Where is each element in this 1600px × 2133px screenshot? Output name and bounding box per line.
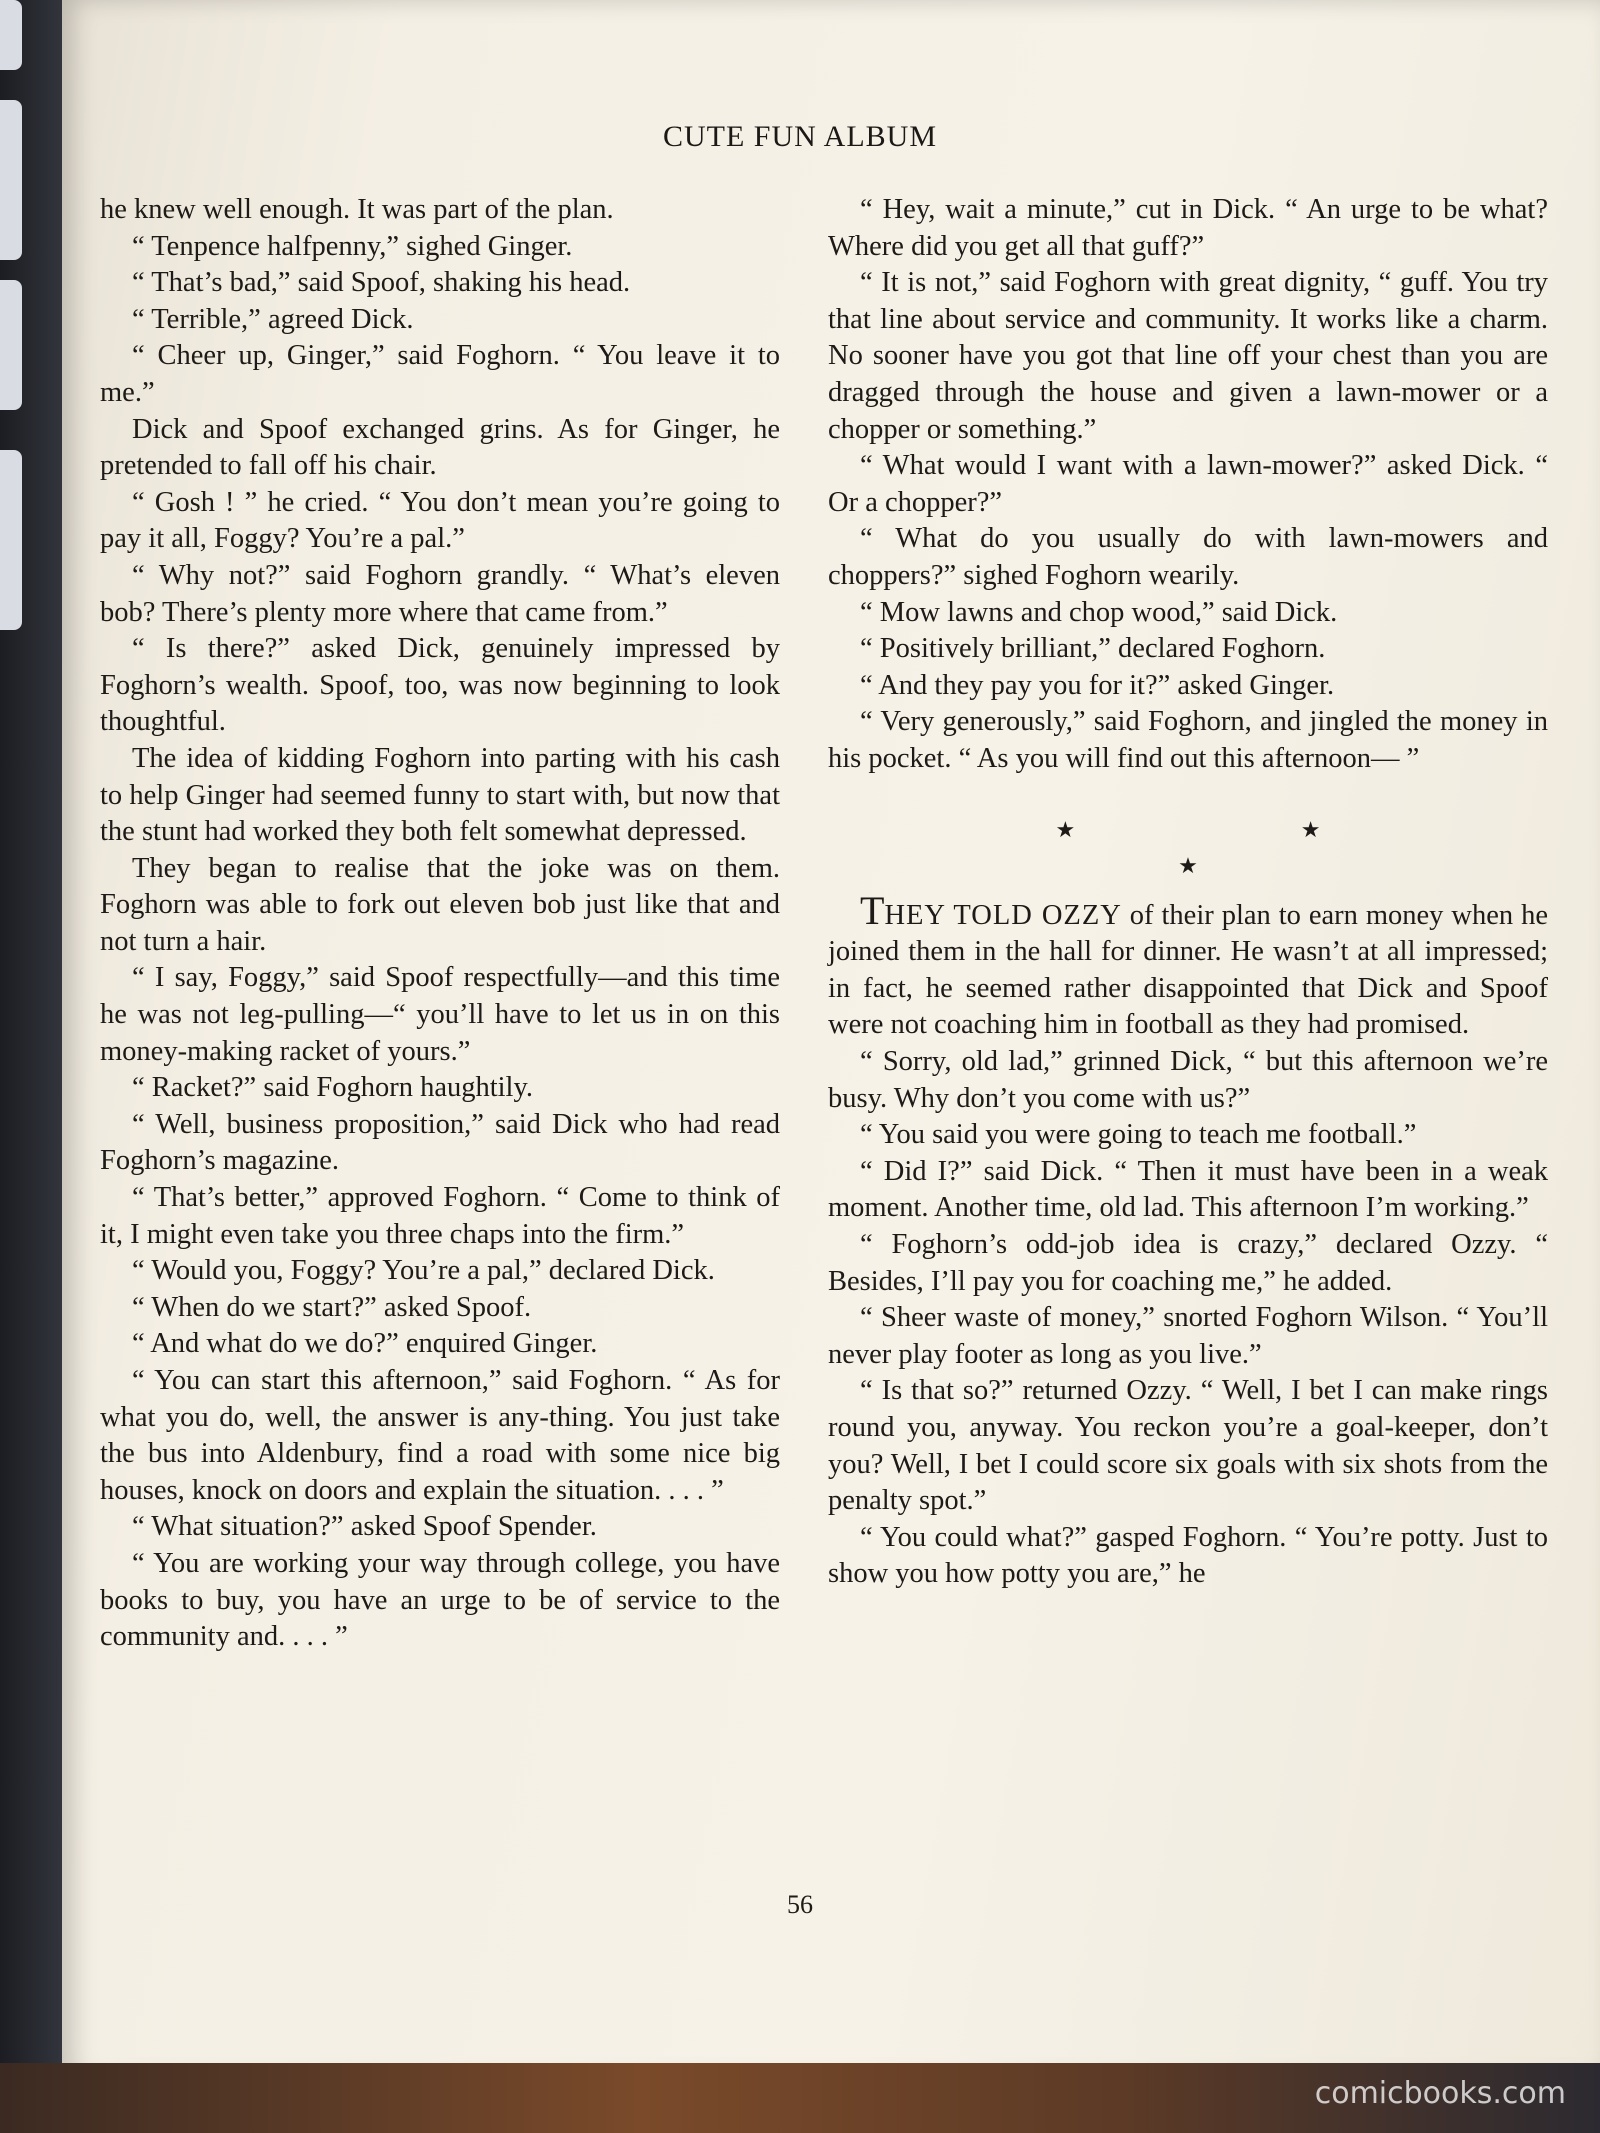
paragraph: “ Mow lawns and chop wood,” said Dick. — [860, 596, 1338, 628]
binder-tab — [0, 450, 22, 630]
paragraph: “ You are working your way through college, you have books to buy, you have an urge to be of service to the community and. . . . ” — [100, 1547, 780, 1653]
paragraph: “ That’s better,” approved Foghorn. “ Come to think of it, I might even take you three chaps into the firm.” — [100, 1182, 780, 1250]
section-break: ★ ★ ★ — [1055, 816, 1431, 879]
paragraph: The idea of kidding Foghorn into parting with his cash to help Ginger had seemed funny to start with, but now that the stunt had worked they both felt somewhat depressed. — [100, 742, 780, 848]
paragraph: “ Tenpence halfpenny,” sighed Ginger. — [132, 230, 573, 262]
dropcap-paragraph — [828, 887, 1548, 1044]
paragraph: “ Sheer waste of money,” snorted Foghorn Wilson. “ You’ll never play footer as long as you live.” — [828, 1302, 1548, 1370]
binder-tab — [0, 280, 22, 410]
watermark: comicbooks.com — [1314, 2076, 1566, 2111]
paragraph: “ You could what?” gasped Foghorn. “ You’re potty. Just to show you how potty you are,” he — [828, 1521, 1548, 1590]
paragraph: “ Well, business proposition,” said Dick who had read Foghorn’s magazine. — [100, 1108, 780, 1177]
right-column-top — [828, 192, 1548, 778]
paragraph: “ And what do we do?” enquired Ginger. — [132, 1328, 598, 1360]
paragraph: “ And they pay you for it?” asked Ginger. — [860, 669, 1335, 701]
paragraph: “ Very generously,” said Foghorn, and jingled the money in his pocket. “ As you will find out this afternoon— ” — [828, 706, 1548, 774]
paragraph: “ It is not,” said Foghorn with great dignity, “ guff. You try that line about service and community. It works like a charm. No sooner have you got that line off your chest than you are dragged through the house and given a lawn-mower or a chopper or something.” — [828, 267, 1548, 445]
paragraph: he knew well enough. It was part of the plan. — [100, 194, 614, 225]
paragraph: “ Racket?” said Foghorn haughtily. — [132, 1072, 534, 1104]
paragraph: “ Terrible,” agreed Dick. — [132, 303, 414, 335]
paragraph: “ Positively brilliant,” declared Foghorn. — [860, 633, 1326, 665]
paragraph: “ Is that so?” returned Ozzy. “ Well, I bet I can make rings round you, anyway. You reckon you’re a goal-keeper, don’t you? Well, I bet I could score six goals with six shots from the penalty spot.” — [828, 1375, 1548, 1517]
paragraph: “ Did I?” said Dick. “ Then it must have been in a weak moment. Another time, old lad. This afternoon I’m working.” — [828, 1155, 1548, 1224]
paragraph: “ Sorry, old lad,” grinned Dick, “ but this afternoon we’re busy. Why don’t you come with us?” — [828, 1046, 1548, 1114]
paragraph: “ That’s bad,” said Spoof, shaking his head. — [132, 267, 631, 299]
paragraph: “ What situation?” asked Spoof Spender. — [132, 1511, 597, 1543]
paragraph: “ Foghorn’s odd-job idea is crazy,” declared Ozzy. “ Besides, I’ll pay you for coaching me,” he added. — [828, 1229, 1548, 1297]
paragraph: “ When do we start?” asked Spoof. — [132, 1291, 532, 1323]
paragraph: Dick and Spoof exchanged grins. As for Ginger, he pretended to fall off his chair. — [100, 413, 780, 482]
paragraph: They began to realise that the joke was on them. Foghorn was able to fork out eleven bob just like that and not turn a hair. — [100, 852, 780, 957]
paragraph: “ Why not?” said Foghorn grandly. “ What’s eleven bob? There’s plenty more where that came from.” — [100, 559, 780, 628]
binder-tab — [0, 0, 22, 70]
paragraph: “ Is there?” asked Dick, genuinely impressed by Foghorn’s wealth. Spoof, too, was now beginning to look thoughtful. — [100, 633, 780, 738]
paragraph: “ Gosh ! ” he cried. “ You don’t mean you’re going to pay it all, Foggy? You’re a pal.” — [100, 486, 780, 555]
paragraph: “ What would I want with a lawn-mower?” asked Dick. “ Or a chopper?” — [828, 450, 1548, 518]
running-header: CUTE FUN ALBUM — [662, 120, 938, 153]
small-caps-lead: HEY TOLD OZZY — [884, 899, 1122, 931]
paragraph: “ I say, Foggy,” said Spoof respectfully—and this time he was not leg-pulling—“ you’ll have to let us in on this money-making racket of yours.” — [100, 962, 780, 1067]
paragraph: “ You said you were going to teach me football.” — [860, 1119, 1417, 1151]
paragraph: “ Hey, wait a minute,” cut in Dick. “ An urge to be what? Where did you get all that guff?” — [828, 194, 1548, 262]
left-column — [100, 192, 780, 1656]
dropcap-letter: T — [860, 887, 885, 933]
right-column-bottom — [828, 1044, 1548, 1593]
paragraph: “ Would you, Foggy? You’re a pal,” declared Dick. — [132, 1255, 715, 1287]
paragraph-text: of their plan to earn money when he joined them in the hall for dinner. He wasn’t at all impressed; in fact, he seemed rather disappointed that Dick and Spoof were not coaching him in football as they had promised. — [828, 899, 1548, 1041]
paragraph: “ What do you usually do with lawn-mowers and choppers?” sighed Foghorn wearily. — [828, 523, 1548, 591]
paragraph: “ You can start this afternoon,” said Foghorn. “ As for what you do, well, the answer is any-thing. You just take the bus into Aldenbury, find a road with some nice big houses, knock on doors and explain the situation. . . . ” — [100, 1365, 780, 1506]
paragraph: “ Cheer up, Ginger,” said Foghorn. “ You leave it to me.” — [100, 340, 780, 408]
page-number: 56 — [787, 1890, 813, 1919]
right-column — [828, 192, 1548, 1593]
